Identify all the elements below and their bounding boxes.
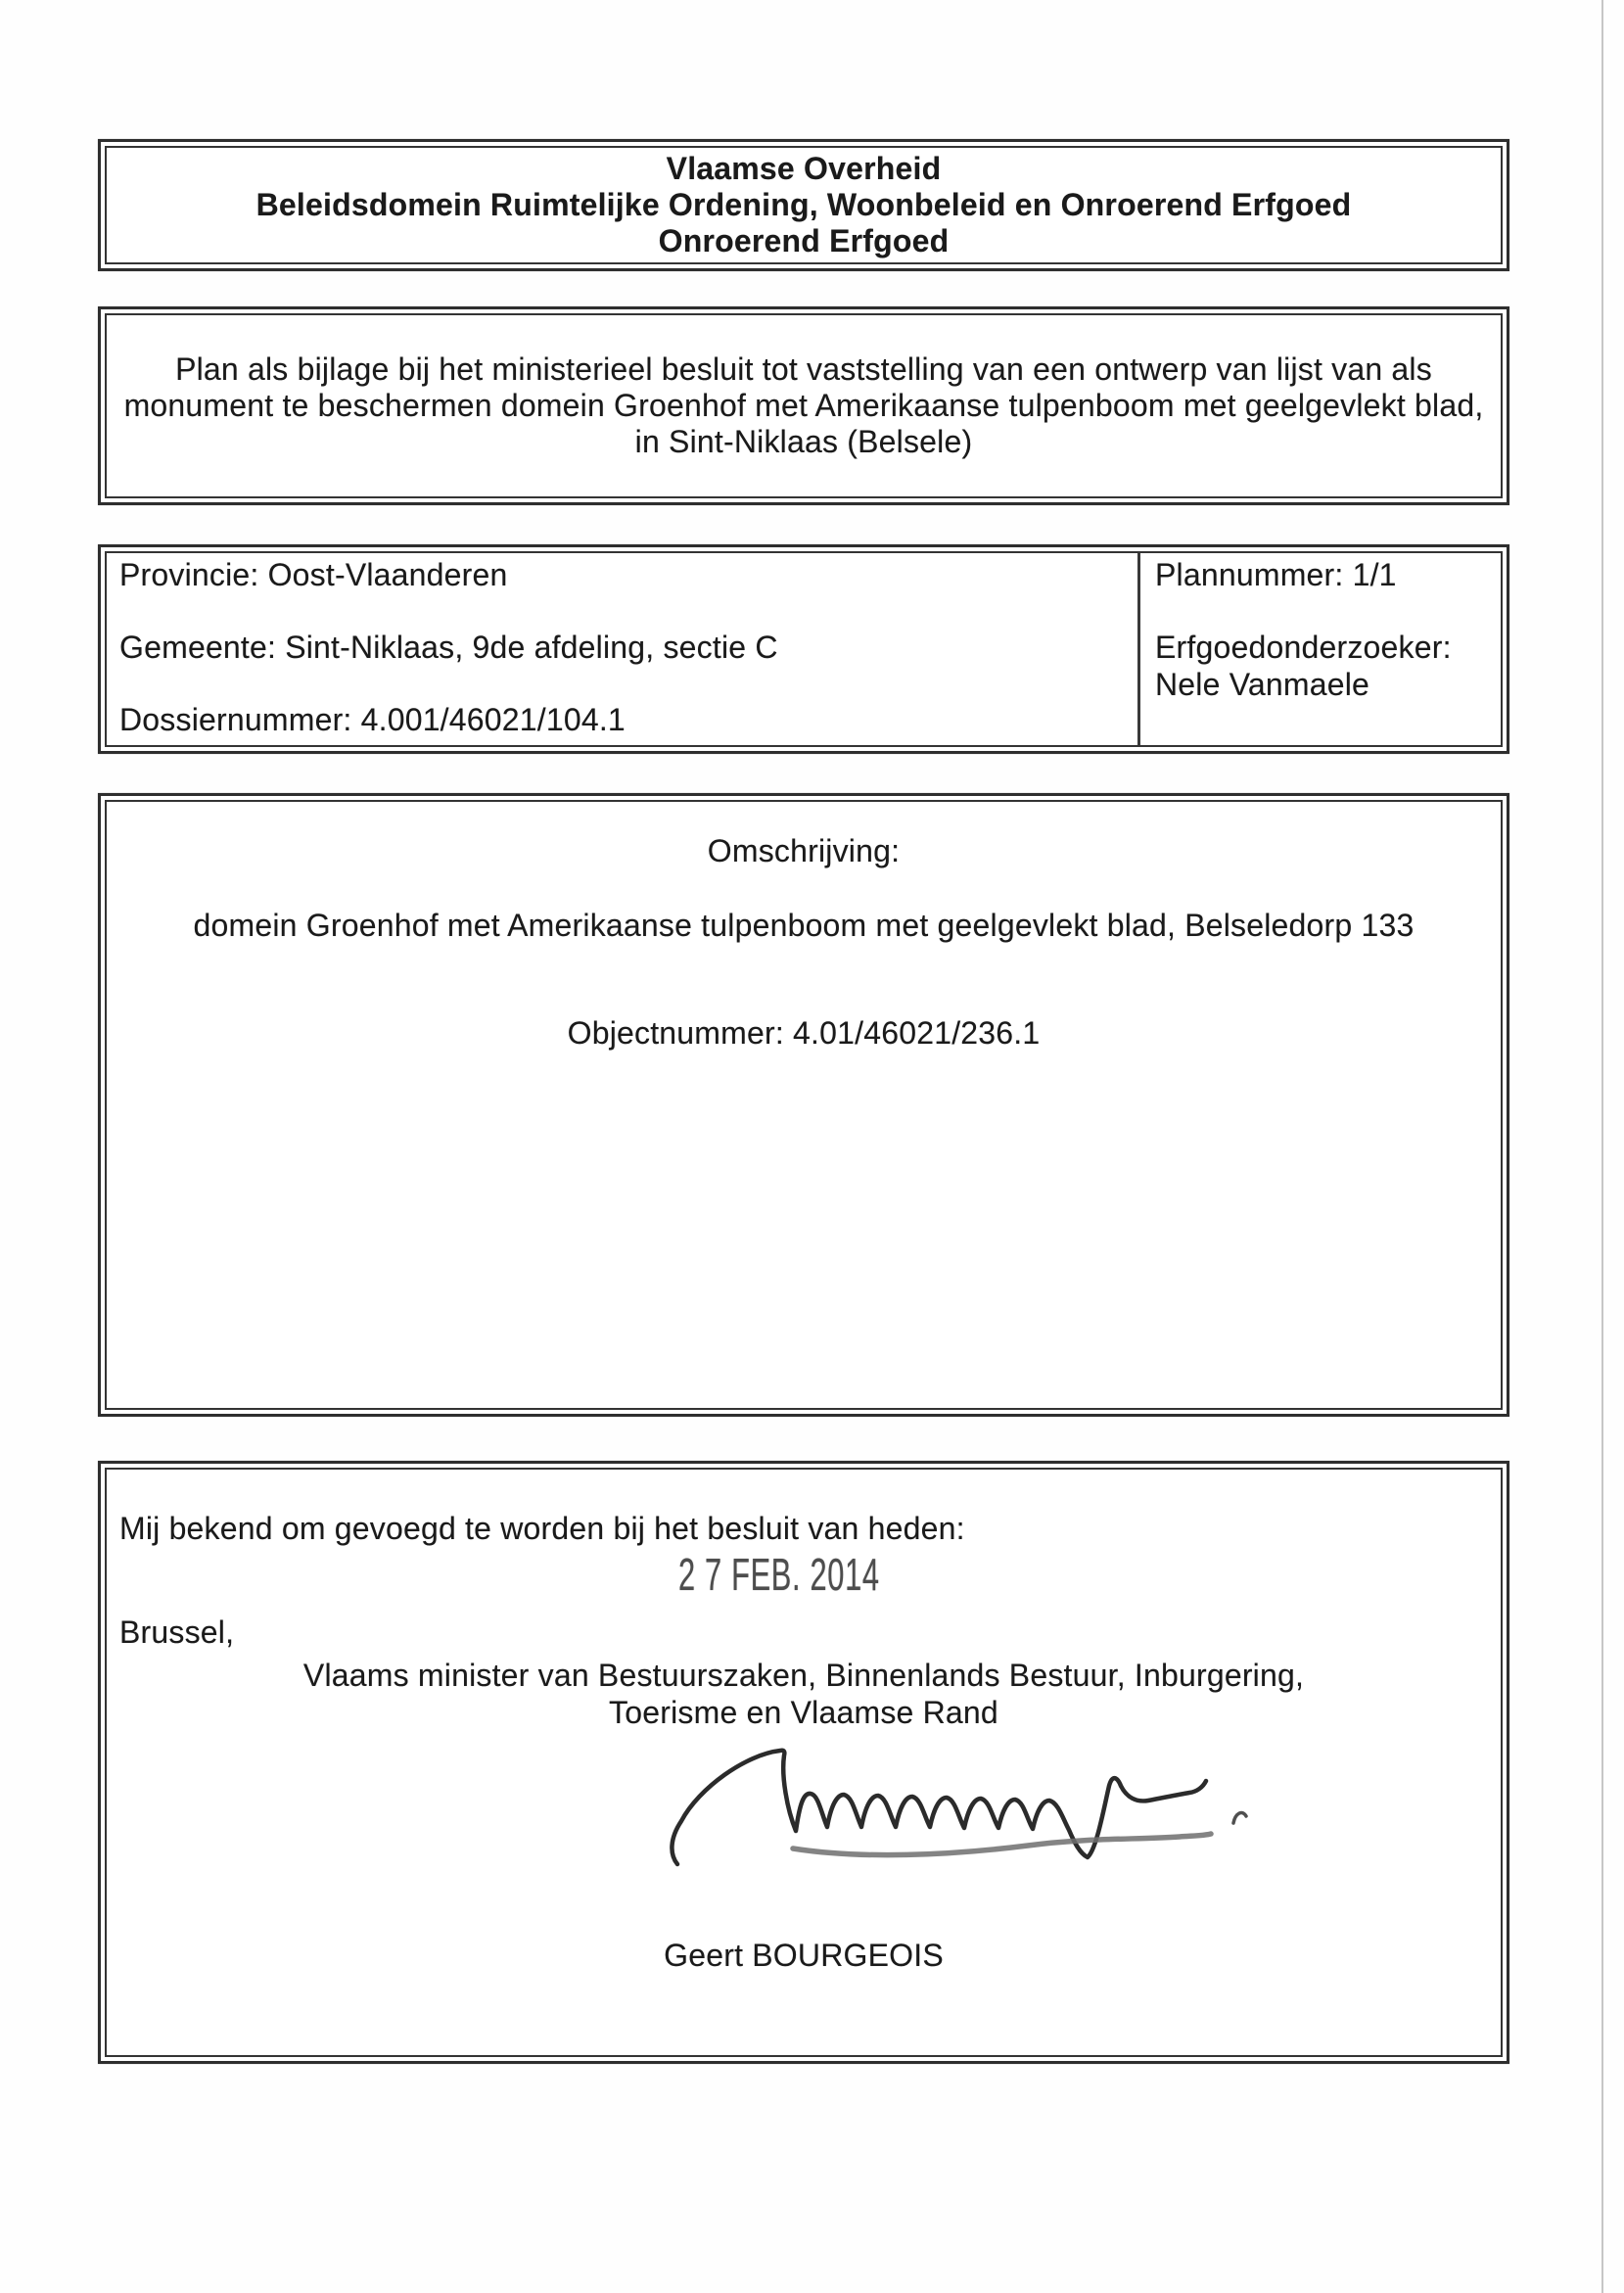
provincie-field: Provincie: Oost-Vlaanderen	[119, 557, 508, 592]
org-name: Vlaamse Overheid	[666, 151, 942, 186]
dossiernummer-field: Dossiernummer: 4.001/46021/104.1	[119, 702, 626, 737]
org-subdepartment: Onroerend Erfgoed	[658, 223, 950, 258]
description-heading: Omschrijving:	[707, 833, 901, 868]
plan-title-line: Plan als bijlage bij het ministerieel besluit tot vaststelling van een ontwerp van lijst van als	[175, 351, 1432, 387]
description-box	[98, 793, 1509, 1417]
column-divider	[1137, 553, 1140, 745]
plan-title-line: monument te beschermen domein Groenhof met Amerikaanse tulpenboom met geelgevlekt blad,	[123, 388, 1484, 423]
place-label: Brussel,	[119, 1614, 235, 1650]
plan-title-line: in Sint-Niklaas (Belsele)	[634, 424, 973, 459]
minister-title-line: Vlaams minister van Bestuurszaken, Binnenlands Bestuur, Inburgering,	[302, 1658, 1305, 1693]
minister-title-line: Toerisme en Vlaamse Rand	[609, 1695, 998, 1730]
signature-underline-stroke	[793, 1834, 1211, 1855]
signature-icon	[626, 1739, 1312, 1895]
signature-flourish-stroke	[1233, 1812, 1246, 1823]
details-box	[98, 544, 1509, 754]
erfgoedonderzoeker-label: Erfgoedonderzoeker:	[1155, 630, 1452, 665]
plannummer-field: Plannummer: 1/1	[1155, 557, 1397, 592]
date-stamp: 2 7 FEB. 2014	[678, 1549, 880, 1600]
objectnummer-field: Objectnummer: 4.01/46021/236.1	[567, 1015, 1041, 1051]
letterhead-box	[98, 139, 1509, 271]
signing-statement: Mij bekend om gevoegd te worden bij het besluit van heden:	[119, 1511, 965, 1546]
gemeente-field: Gemeente: Sint-Niklaas, 9de afdeling, sectie C	[119, 630, 778, 665]
erfgoedonderzoeker-name: Nele Vanmaele	[1155, 667, 1370, 702]
scan-edge-artifact	[1601, 0, 1603, 2293]
plan-title-box	[98, 306, 1509, 505]
signer-name: Geert BOURGEOIS	[664, 1938, 944, 1973]
description-text: domein Groenhof met Amerikaanse tulpenboom met geelgevlekt blad, Belseledorp 133	[193, 908, 1415, 943]
org-department: Beleidsdomein Ruimtelijke Ordening, Woonbeleid en Onroerend Erfgoed	[255, 187, 1352, 222]
signature-stroke	[672, 1751, 1206, 1864]
signing-box	[98, 1461, 1509, 2064]
